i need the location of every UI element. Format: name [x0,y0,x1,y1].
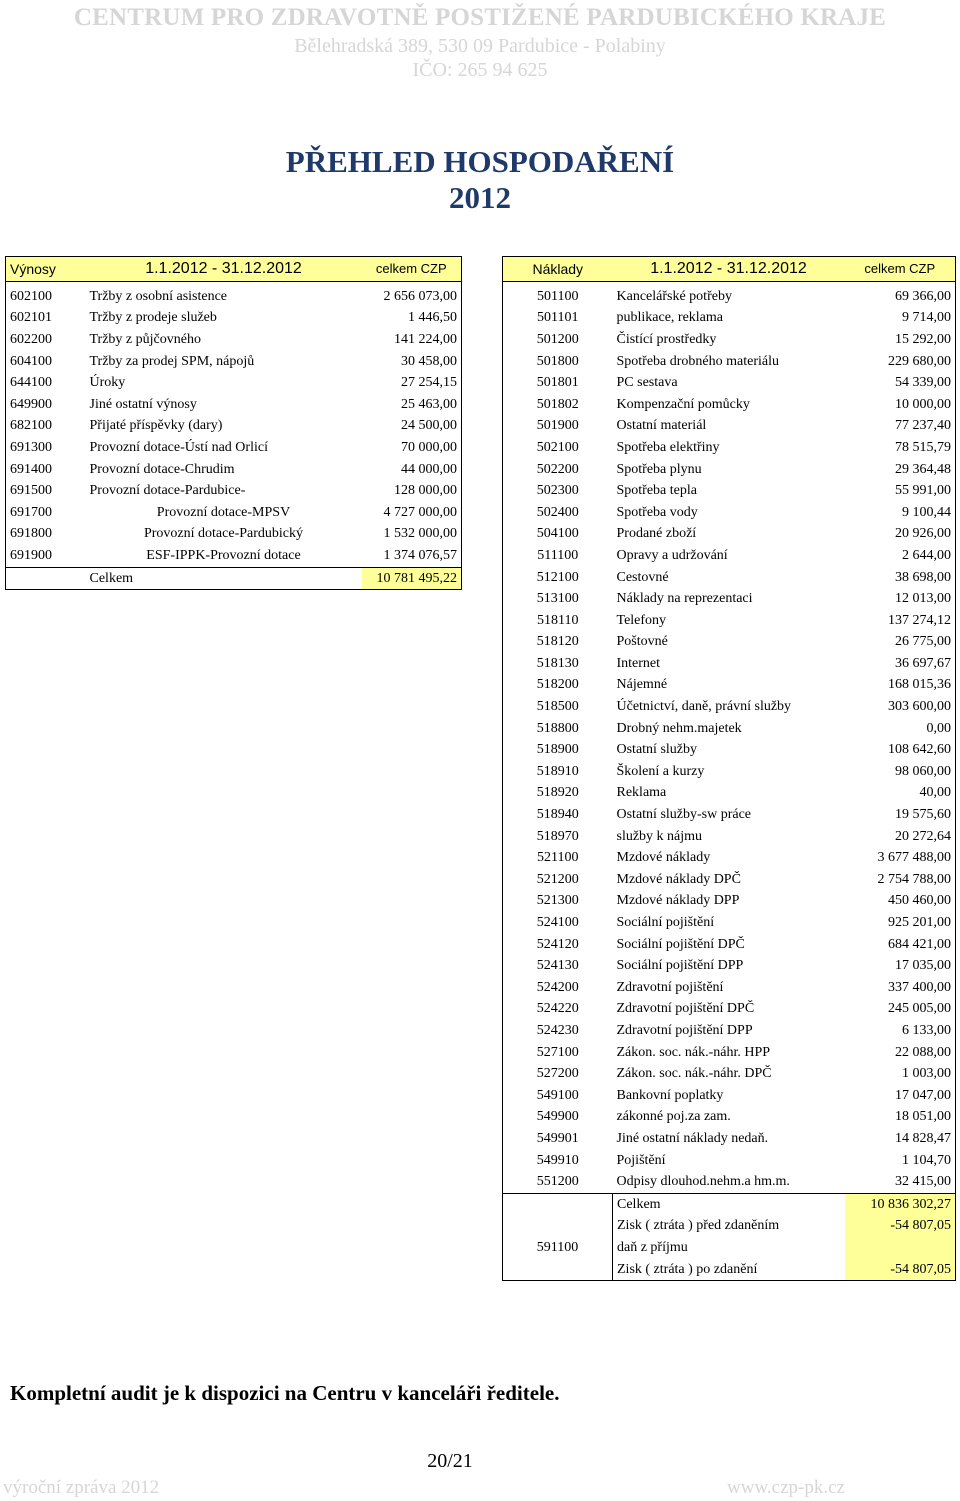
cost-row [503,999,956,1021]
account-name: Bankovní poplatky [616,1087,724,1103]
account-code: 691700 [10,504,52,520]
cost-row [503,1063,956,1085]
account-code: 527200 [536,1066,579,1082]
profit-after-tax-label: Zisk ( ztráta ) po zdanění [613,1259,845,1281]
income-row [6,329,462,351]
account-name: Školení a kurzy [616,763,705,779]
account-code: 524100 [536,915,579,931]
organization-ico: IČO: 265 94 625 [412,59,548,81]
amount: 12 013,00 [895,591,951,607]
cost-row [503,610,956,632]
amount: 78 515,79 [895,439,951,455]
profit-before-tax-row [503,1216,956,1238]
amount: 337 400,00 [888,979,951,995]
income-row [6,351,462,373]
cost-row [503,394,956,416]
account-name: Spotřeba elektřiny [616,439,720,455]
cost-row [503,308,956,330]
account-name: Kompenzační pomůcky [616,396,750,412]
account-code: 602200 [10,331,52,347]
amount: 17 035,00 [895,958,951,974]
account-name: Zdravotní pojištění [616,979,724,995]
account-name: Kancelářské potřeby [616,288,732,304]
empty-cell [503,1259,613,1281]
account-name: Provozní dotace-Ústí nad Orlicí [89,439,268,455]
income-total-amount: 10 781 495,22 [362,567,462,590]
cost-row [503,869,956,891]
account-name: Provozní dotace-Pardubický [143,526,303,542]
amount: 44 000,00 [401,461,457,477]
cost-table [502,256,956,1281]
amount: 245 005,00 [888,1001,951,1017]
cost-row [503,459,956,481]
cost-row [503,977,956,999]
amount: 15 292,00 [895,331,951,347]
account-name: Náklady na reprezentaci [616,591,753,607]
cost-header-row [503,257,956,282]
account-code: 518970 [536,828,579,844]
account-name: Zákon. soc. nák.-náhr. HPP [616,1044,771,1060]
account-code: 549901 [536,1130,579,1146]
income-row [6,545,462,567]
income-row [6,459,462,481]
amount: 9 100,44 [902,504,951,520]
cost-row [503,416,956,438]
cost-row [503,329,956,351]
account-name: Provozní dotace-MPSV [156,504,291,520]
cost-row [503,588,956,610]
cost-row [503,1020,956,1042]
account-code: 502100 [536,439,579,455]
account-code: 521300 [536,893,579,909]
income-period: 1.1.2012 - 31.12.2012 [86,257,362,282]
cost-row [503,783,956,805]
account-code: 591100 [536,1239,579,1255]
cost-row [503,286,956,308]
amount: 20 926,00 [895,526,951,542]
cost-row [503,480,956,502]
amount: 22 088,00 [895,1044,951,1060]
amount: 1 104,70 [902,1152,951,1168]
account-code: 518200 [536,677,579,693]
account-code: 502200 [536,461,579,477]
account-code: 518900 [536,742,579,758]
account-code: 511100 [537,547,579,563]
income-row [6,372,462,394]
profit-before-tax-label: Zisk ( ztráta ) před zdaněním [613,1216,845,1238]
amount: 29 364,48 [895,461,951,477]
account-code: 549100 [536,1087,579,1103]
account-code: 518910 [536,763,579,779]
amount: 18 051,00 [895,1109,951,1125]
amount: 9 714,00 [902,310,951,326]
amount: 55 991,00 [895,483,951,499]
account-name: Spotřeba tepla [616,483,697,499]
amount: 38 698,00 [895,569,951,585]
income-table [5,256,462,590]
account-name: Ostatní služby [616,742,697,758]
amount: 229 680,00 [888,353,951,369]
amount: 69 366,00 [895,288,951,304]
income-row [6,480,462,502]
profit-after-tax-amount: -54 807,05 [845,1259,956,1281]
cost-row [503,632,956,654]
account-code: 527100 [536,1044,579,1060]
cost-row [503,1171,956,1193]
account-code: 524120 [536,936,579,952]
account-code: 502300 [536,483,579,499]
account-code: 602101 [10,310,52,326]
cost-row [503,718,956,740]
empty-cell [503,1193,613,1215]
account-code: 518110 [537,612,579,628]
income-label: Výnosy [6,257,86,282]
account-name: Mzdové náklady [616,850,711,866]
cost-row [503,1128,956,1150]
income-tax-row [503,1237,956,1259]
account-name: Mzdové náklady DPP [616,893,740,909]
account-code: 691300 [10,439,52,455]
account-name: Spotřeba drobného materiálu [616,353,780,369]
cost-label: Náklady [503,257,613,282]
income-row [6,416,462,438]
account-code: 501802 [536,396,579,412]
income-total-row [6,567,462,590]
account-code: 518130 [536,655,579,671]
footer-left: výroční zpráva 2012 [3,1477,160,1498]
account-name: Spotřeba vody [616,504,698,520]
account-name: Tržby z prodeje služeb [89,310,217,326]
page-year: 2012 [449,180,511,215]
account-code: 521200 [536,871,579,887]
cost-row [503,739,956,761]
amount: 40,00 [919,785,951,801]
income-row [6,286,462,308]
amount: 141 224,00 [394,331,457,347]
account-code: 649900 [10,396,52,412]
amount: 98 060,00 [895,763,951,779]
cost-row [503,653,956,675]
amount: 2 754 788,00 [877,871,951,887]
amount: 10 000,00 [895,396,951,412]
account-name: Cestovné [616,569,669,585]
cost-row [503,437,956,459]
cost-row [503,891,956,913]
income-row [6,394,462,416]
amount: 925 201,00 [888,915,951,931]
cost-row [503,826,956,848]
account-name: PC sestava [616,375,678,391]
account-name: Jiné ostatní náklady nedaň. [616,1130,769,1146]
cost-row [503,567,956,589]
organization-address: Bělehradská 389, 530 09 Pardubice - Polabiny [294,35,666,57]
account-name: Telefony [616,612,667,628]
account-code: 518800 [536,720,579,736]
account-name: Účetnictví, daně, právní služby [616,699,792,715]
amount: 27 254,15 [401,375,457,391]
account-code: 501800 [536,353,579,369]
amount: 2 656 073,00 [383,288,457,304]
account-name: Spotřeba plynu [616,461,702,477]
amount: 3 677 488,00 [877,850,951,866]
cost-row [503,1085,956,1107]
account-code: 501900 [536,418,579,434]
account-code: 524230 [536,1022,579,1038]
account-name: Zdravotní pojištění DPP [616,1022,753,1038]
account-name: Sociální pojištění DPP [616,958,744,974]
account-name: Opravy a udržování [616,547,728,563]
account-code: 691800 [10,526,52,542]
cost-row [503,955,956,977]
amount: 25 463,00 [401,396,457,412]
cost-row [503,1042,956,1064]
account-code: 644100 [10,375,52,391]
account-name: Čistící prostředky [616,331,717,347]
account-code: 501101 [537,310,579,326]
cost-row [503,502,956,524]
income-total-label-cell: Celkem [86,567,362,590]
income-tax-amount [845,1237,956,1259]
account-name: Odpisy dlouhod.nehm.a hm.m. [616,1174,790,1190]
amount: 26 775,00 [895,634,951,650]
cost-row [503,912,956,934]
cost-row [503,804,956,826]
income-row [6,437,462,459]
account-code: 549910 [536,1152,579,1168]
account-code: 504100 [536,526,579,542]
account-name: zákonné poj.za zam. [616,1109,731,1125]
account-name: Ostatní služby-sw práce [616,807,752,823]
amount: 77 237,40 [895,418,951,434]
account-name: Mzdové náklady DPČ [616,871,741,887]
cost-row [503,1150,956,1172]
account-code: 513100 [536,591,579,607]
income-tax-label: daň z příjmu [613,1237,845,1259]
amount: 1 003,00 [902,1066,951,1082]
account-code: 518500 [536,699,579,715]
amount: 1 374 076,57 [383,547,457,563]
account-name: Drobný nehm.majetek [616,720,742,736]
account-code: 501100 [537,288,579,304]
account-code: 518120 [536,634,579,650]
cost-row [503,351,956,373]
amount: 32 415,00 [895,1174,951,1190]
account-name: Tržby z půjčovného [89,331,201,347]
amount: 450 460,00 [888,893,951,909]
cost-row [503,545,956,567]
cost-row [503,1107,956,1129]
account-code: 524200 [536,979,579,995]
account-code: 501200 [536,331,579,347]
amount: 70 000,00 [401,439,457,455]
amount: 128 000,00 [394,483,457,499]
account-name: služby k nájmu [616,828,703,844]
amount: 1 446,50 [408,310,457,326]
amount: 24 500,00 [401,418,457,434]
account-code: 518940 [536,807,579,823]
cost-total-row [503,1193,956,1215]
cost-row [503,372,956,394]
amount: 108 642,60 [888,742,951,758]
account-name: Zákon. soc. nák.-náhr. DPČ [616,1066,772,1082]
amount: 36 697,67 [895,655,951,671]
account-code: 512100 [536,569,579,585]
cost-row [503,761,956,783]
account-code: 602100 [10,288,52,304]
account-name: Poštovné [616,634,668,650]
account-name: Provozní dotace-Chrudim [89,461,235,477]
profit-before-tax-amount: -54 807,05 [845,1216,956,1238]
account-name: Úroky [89,375,126,391]
cost-total-amount: 10 836 302,27 [845,1193,956,1215]
cost-row [503,847,956,869]
amount: 2 644,00 [902,547,951,563]
account-name: Ostatní materiál [616,418,707,434]
amount: 30 458,00 [401,353,457,369]
account-name: Pojištění [616,1152,666,1168]
account-name: Nájemné [616,677,668,693]
account-name: Sociální pojištění DPČ [616,936,745,952]
account-name: Reklama [616,785,667,801]
account-name: Tržby z osobní asistence [89,288,228,304]
account-name: Prodané zboží [616,526,697,542]
empty-cell [503,1216,613,1238]
account-code: 501801 [536,375,579,391]
cost-row [503,934,956,956]
account-name: ESF-IPPK-Provozní dotace [146,547,301,563]
cost-total-label: celkem CZP [845,257,956,282]
income-row [6,308,462,330]
cost-row [503,696,956,718]
amount: 137 274,12 [888,612,951,628]
income-row [6,524,462,546]
profit-after-tax-row [503,1259,956,1281]
amount: 1 532 000,00 [383,526,457,542]
amount: 14 828,47 [895,1130,951,1146]
amount: 19 575,60 [895,807,951,823]
organization-name: CENTRUM PRO ZDRAVOTNĚ POSTIŽENÉ PARDUBICKÉHO KRAJE [73,4,887,31]
income-total-label: celkem CZP [362,257,462,282]
account-name: Provozní dotace-Pardubice- [89,483,246,499]
amount: 0,00 [926,720,951,736]
account-code: 521100 [537,850,579,866]
amount: 303 600,00 [888,699,951,715]
audit-note: Kompletní audit je k dispozici na Centru v kanceláři ředitele. [10,1381,560,1405]
account-name: Jiné ostatní výnosy [89,396,197,412]
cost-period: 1.1.2012 - 31.12.2012 [613,257,845,282]
account-name: publikace, reklama [616,310,724,326]
account-code: 549900 [536,1109,579,1125]
empty-cell [6,567,86,590]
amount: 6 133,00 [902,1022,951,1038]
account-code: 604100 [10,353,52,369]
amount: 684 421,00 [888,936,951,952]
amount: 17 047,00 [895,1087,951,1103]
cost-row [503,675,956,697]
amount: 20 272,64 [895,828,951,844]
account-code: 502400 [536,504,579,520]
account-name: Sociální pojištění [616,915,715,931]
account-code: 518920 [536,785,579,801]
account-code: 691900 [10,547,52,563]
account-name: Internet [616,655,661,671]
account-code: 691500 [10,483,52,499]
account-code: 551200 [536,1174,579,1190]
amount: 168 015,36 [888,677,951,693]
footer-right: www.czp-pk.cz [727,1477,845,1498]
amount: 54 339,00 [895,375,951,391]
amount: 4 727 000,00 [383,504,457,520]
account-code: 691400 [10,461,52,477]
account-name: Tržby za prodej SPM, nápojů [89,353,255,369]
page-number: 20/21 [427,1450,473,1472]
income-header-row [6,257,462,282]
account-name: Zdravotní pojištění DPČ [616,1001,755,1017]
account-code: 524130 [536,958,579,974]
account-code: 682100 [10,418,52,434]
cost-total-label-cell: Celkem [613,1193,845,1215]
page-title: PŘEHLED HOSPODAŘENÍ [285,144,675,179]
account-code: 524220 [536,1001,579,1017]
cost-row [503,524,956,546]
income-row [6,502,462,524]
account-name: Přijaté příspěvky (dary) [89,418,223,434]
